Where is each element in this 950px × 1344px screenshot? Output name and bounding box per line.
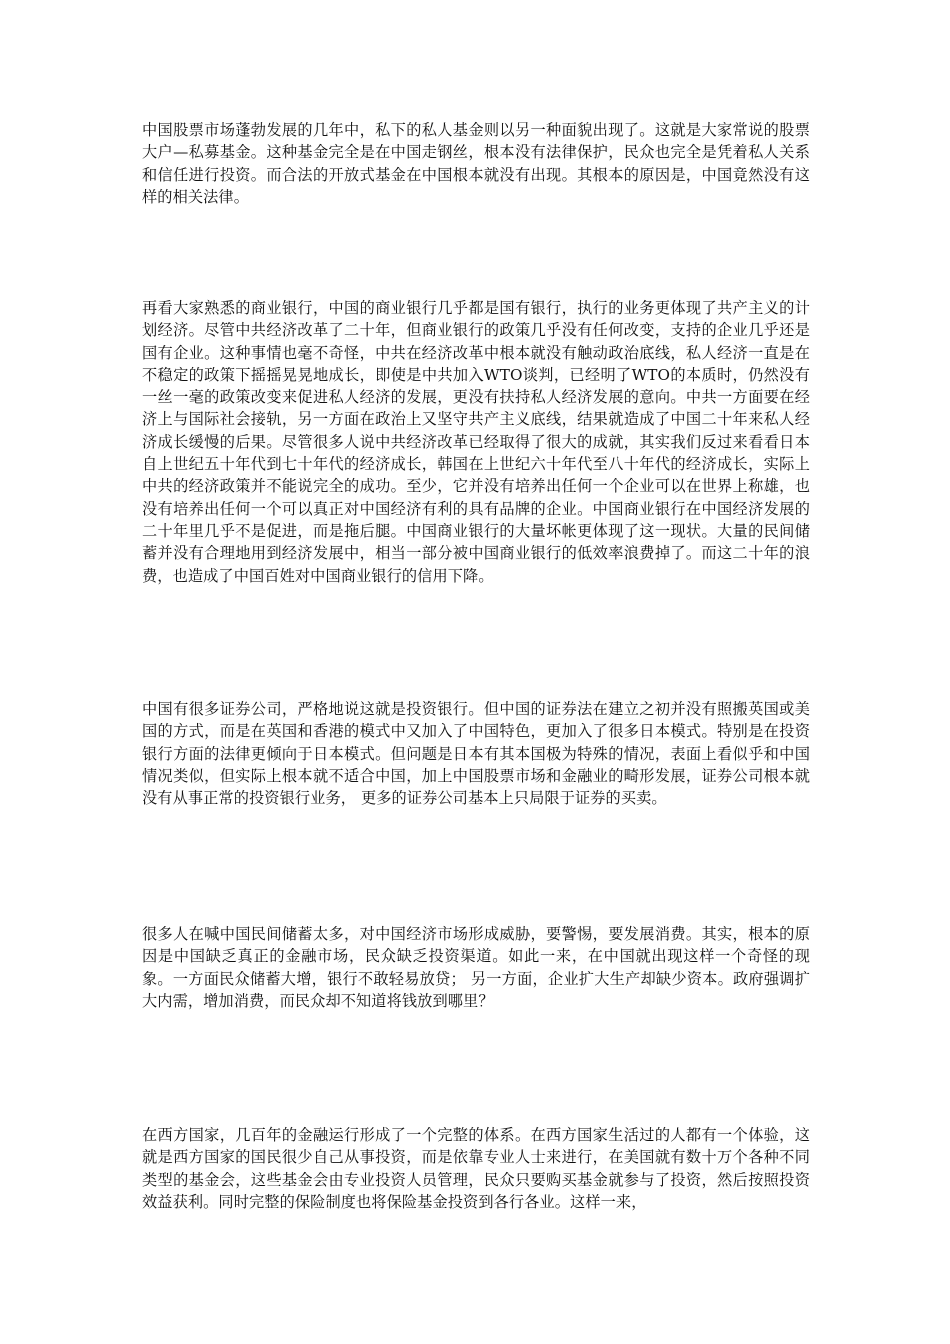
paragraph-private-savings: 很多人在喊中国民间储蓄太多，对中国经济市场形成威胁，要警惕，要发展消费。其实，根本的原因是中国缺乏真正的金融市场，民众缺乏投资渠道。如此一来，在中国就出现这样一个奇怪的现象。一方面民众储蓄大增，银行不敢轻易放贷； 另一方面，企业扩大生产却缺少资本。政府强调扩大内需，增加消费，而民众却不知道将钱放到哪里？ bbox=[142, 925, 810, 1010]
paragraph-western-finance: 在西方国家，几百年的金融运行形成了一个完整的体系。在西方国家生活过的人都有一个体验，这就是西方国家的国民很少自己从事投资，而是依靠专业人士来进行，在美国就有数十万个各种不同类型的基金会，这些基金会由专业投资人员管理，民众只要购买基金就参与了投资，然后按照投资效益获利。同时完整的保险制度也将保险基金投资到各行各业。这样一来， bbox=[142, 1126, 810, 1211]
paragraph-private-funds: 中国股票市场蓬勃发展的几年中，私下的私人基金则以另一种面貌出现了。这就是大家常说的股票大户—私募基金。这种基金完全是在中国走钢丝，根本没有法律保护，民众也完全是凭着私人关系和信任进行投资。而合法的开放式基金在中国根本就没有出现。其根本的原因是，中国竟然没有这样的相关法律。 bbox=[142, 121, 810, 206]
paragraph-commercial-banks: 再看大家熟悉的商业银行，中国的商业银行几乎都是国有银行，执行的业务更体现了共产主义的计划经济。尽管中共经济改革了二十年，但商业银行的政策几乎没有任何改变，支持的企业几乎还是国有企业。这种事情也毫不奇怪，中共在经济改革中根本就没有触动政治底线，私人经济一直是在不稳定的政策下摇摇晃晃地成长，即使是中共加入WTO谈判，已经明了WTO的本质时，仍然没有一丝一毫的政策改变来促进私人经济的发展，更没有扶持私人经济发展的意向。中共一方面要在经济上与国际社会接轨，另一方面在政治上又坚守共产主义底线，结果就造成了中国二十年来私人经济成长缓慢的后果。尽管很多人说中共经济改革已经取得了很大的成就，其实我们反过来看看日本自上世纪五十年代到七十年代的经济成长，韩国在上世纪六十年代至八十年代的经济成长，实际上中共的经济政策并不能说完全的成功。至少，它并没有培养出任何一个企业可以在世界上称雄，也没有培养出任何一个可以真正对中国经济有利的具有品牌的企业。中国商业银行在中国经济发展的二十年里几乎不是促进，而是拖后腿。中国商业银行的大量坏帐更体现了这一现状。大量的民间储蓄并没有合理地用到经济发展中，相当一部分被中国商业银行的低效率浪费掉了。而这二十年的浪费，也造成了中国百姓对中国商业银行的信用下降。 bbox=[142, 299, 810, 585]
paragraph-securities-companies: 中国有很多证券公司，严格地说这就是投资银行。但中国的证券法在建立之初并没有照搬英国或美国的方式，而是在英国和香港的模式中又加入了中国特色，更加入了很多日本模式。特别是在投资银行方面的法律更倾向于日本模式。但问题是日本有其本国极为特殊的情况，表面上看似乎和中国情况类似，但实际上根本就不适合中国，加上中国股票市场和金融业的畸形发展，证券公司根本就没有从事正常的投资银行业务， 更多的证券公司基本上只局限于证券的买卖。 bbox=[142, 700, 810, 808]
